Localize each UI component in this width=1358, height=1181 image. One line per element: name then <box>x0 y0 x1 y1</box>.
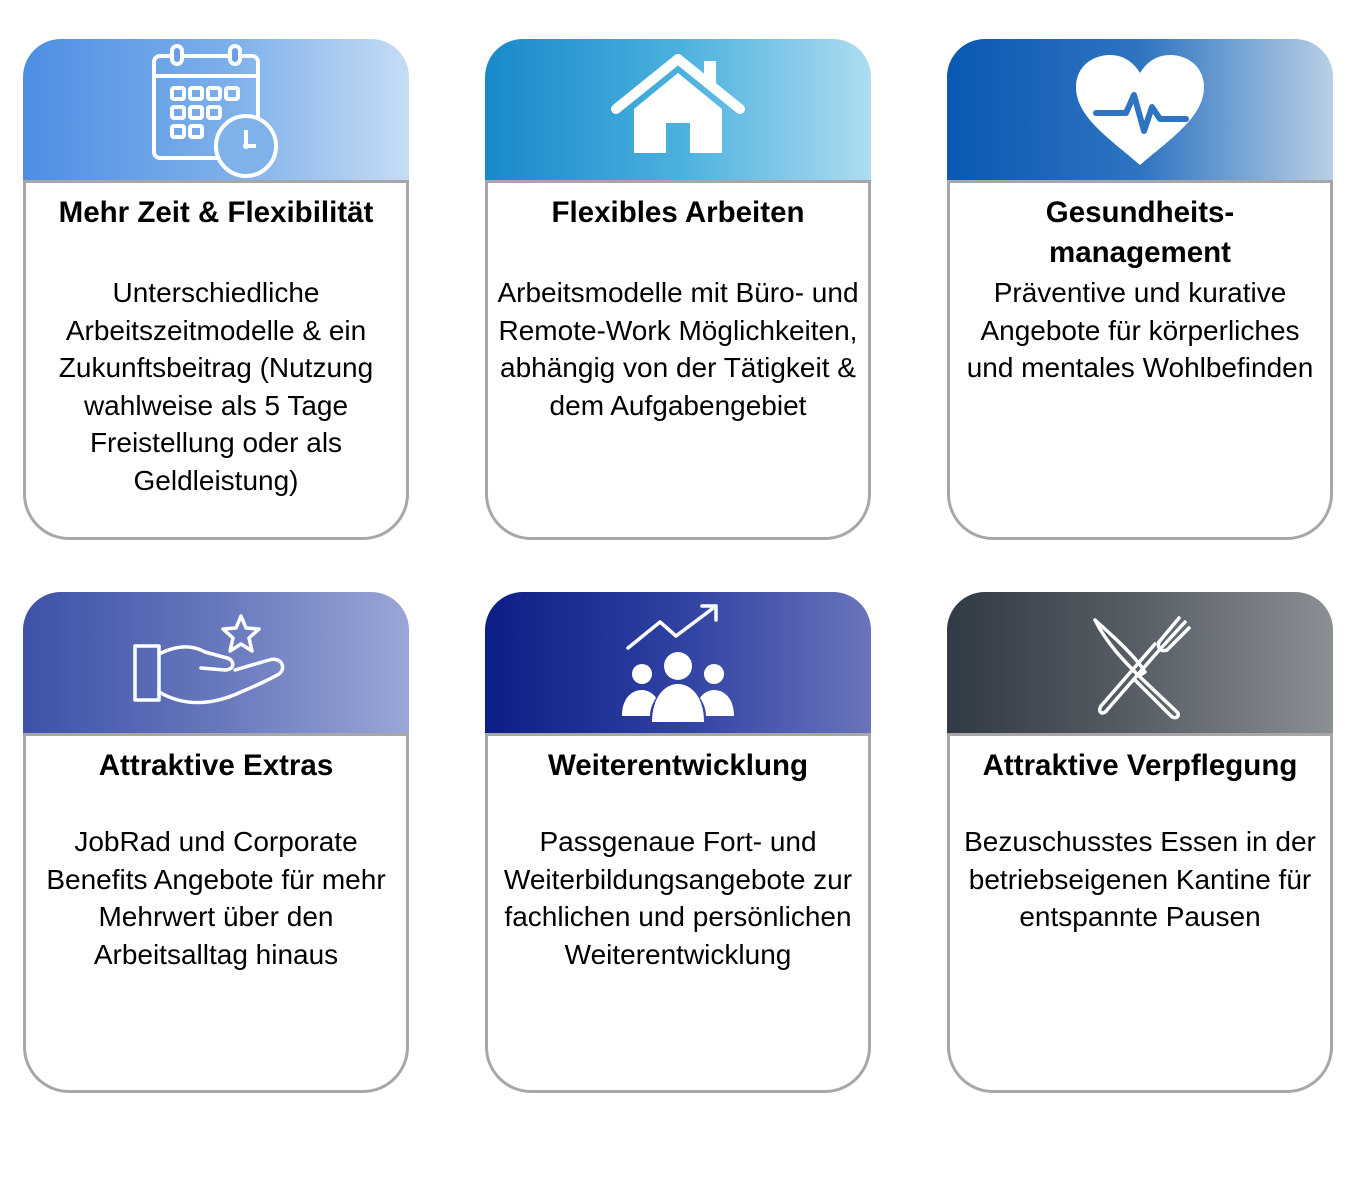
card-description: Passgenaue Fort- und Weiterbildungsangebote zur fachlichen und persönlichen Weiterentwicklung <box>503 826 853 970</box>
knife-fork-icon <box>1085 614 1195 722</box>
calendar-clock-icon <box>146 42 286 182</box>
benefit-card-time-flexibility <box>23 39 409 540</box>
card-title: Flexibles Arbeiten <box>551 196 805 229</box>
benefit-card-catering <box>947 592 1333 1093</box>
heart-pulse-icon <box>1070 51 1210 169</box>
house-icon <box>608 53 748 158</box>
card-description: Präventive und kurative Angebote für körperliches und mentales Wohlbefinden <box>966 277 1314 384</box>
card-title: Attraktive Verpflegung <box>982 749 1298 782</box>
benefit-card-development <box>485 592 871 1093</box>
benefit-card-health-management <box>947 39 1333 540</box>
hand-star-icon <box>131 606 301 716</box>
card-description: Bezuschusstes Essen in der betriebseigenen Kantine für entspannte Pausen <box>964 826 1316 933</box>
card-description: Arbeitsmodelle mit Büro- und Remote-Work Möglichkeiten, abhängig von der Tätigkeit & dem Aufgabengebiet <box>497 277 859 421</box>
card-description: JobRad und Corporate Benefits Angebote für mehr Mehrwert über den Arbeitsalltag hinaus <box>46 826 386 970</box>
benefit-card-extras <box>23 592 409 1093</box>
card-title: Gesundheits- management <box>1045 196 1235 269</box>
benefit-card-flexible-work <box>485 39 871 540</box>
card-title: Attraktive Extras <box>98 749 334 782</box>
card-title: Mehr Zeit & Flexibilität <box>58 196 374 229</box>
card-title: Weiterentwicklung <box>547 749 809 782</box>
team-growth-icon <box>608 598 748 728</box>
card-description: Unterschiedliche Arbeitszeitmodelle & ein Zukunftsbeitrag (Nutzung wahlweise als 5 Tage Freistellung oder als Geldleistung) <box>58 277 374 496</box>
